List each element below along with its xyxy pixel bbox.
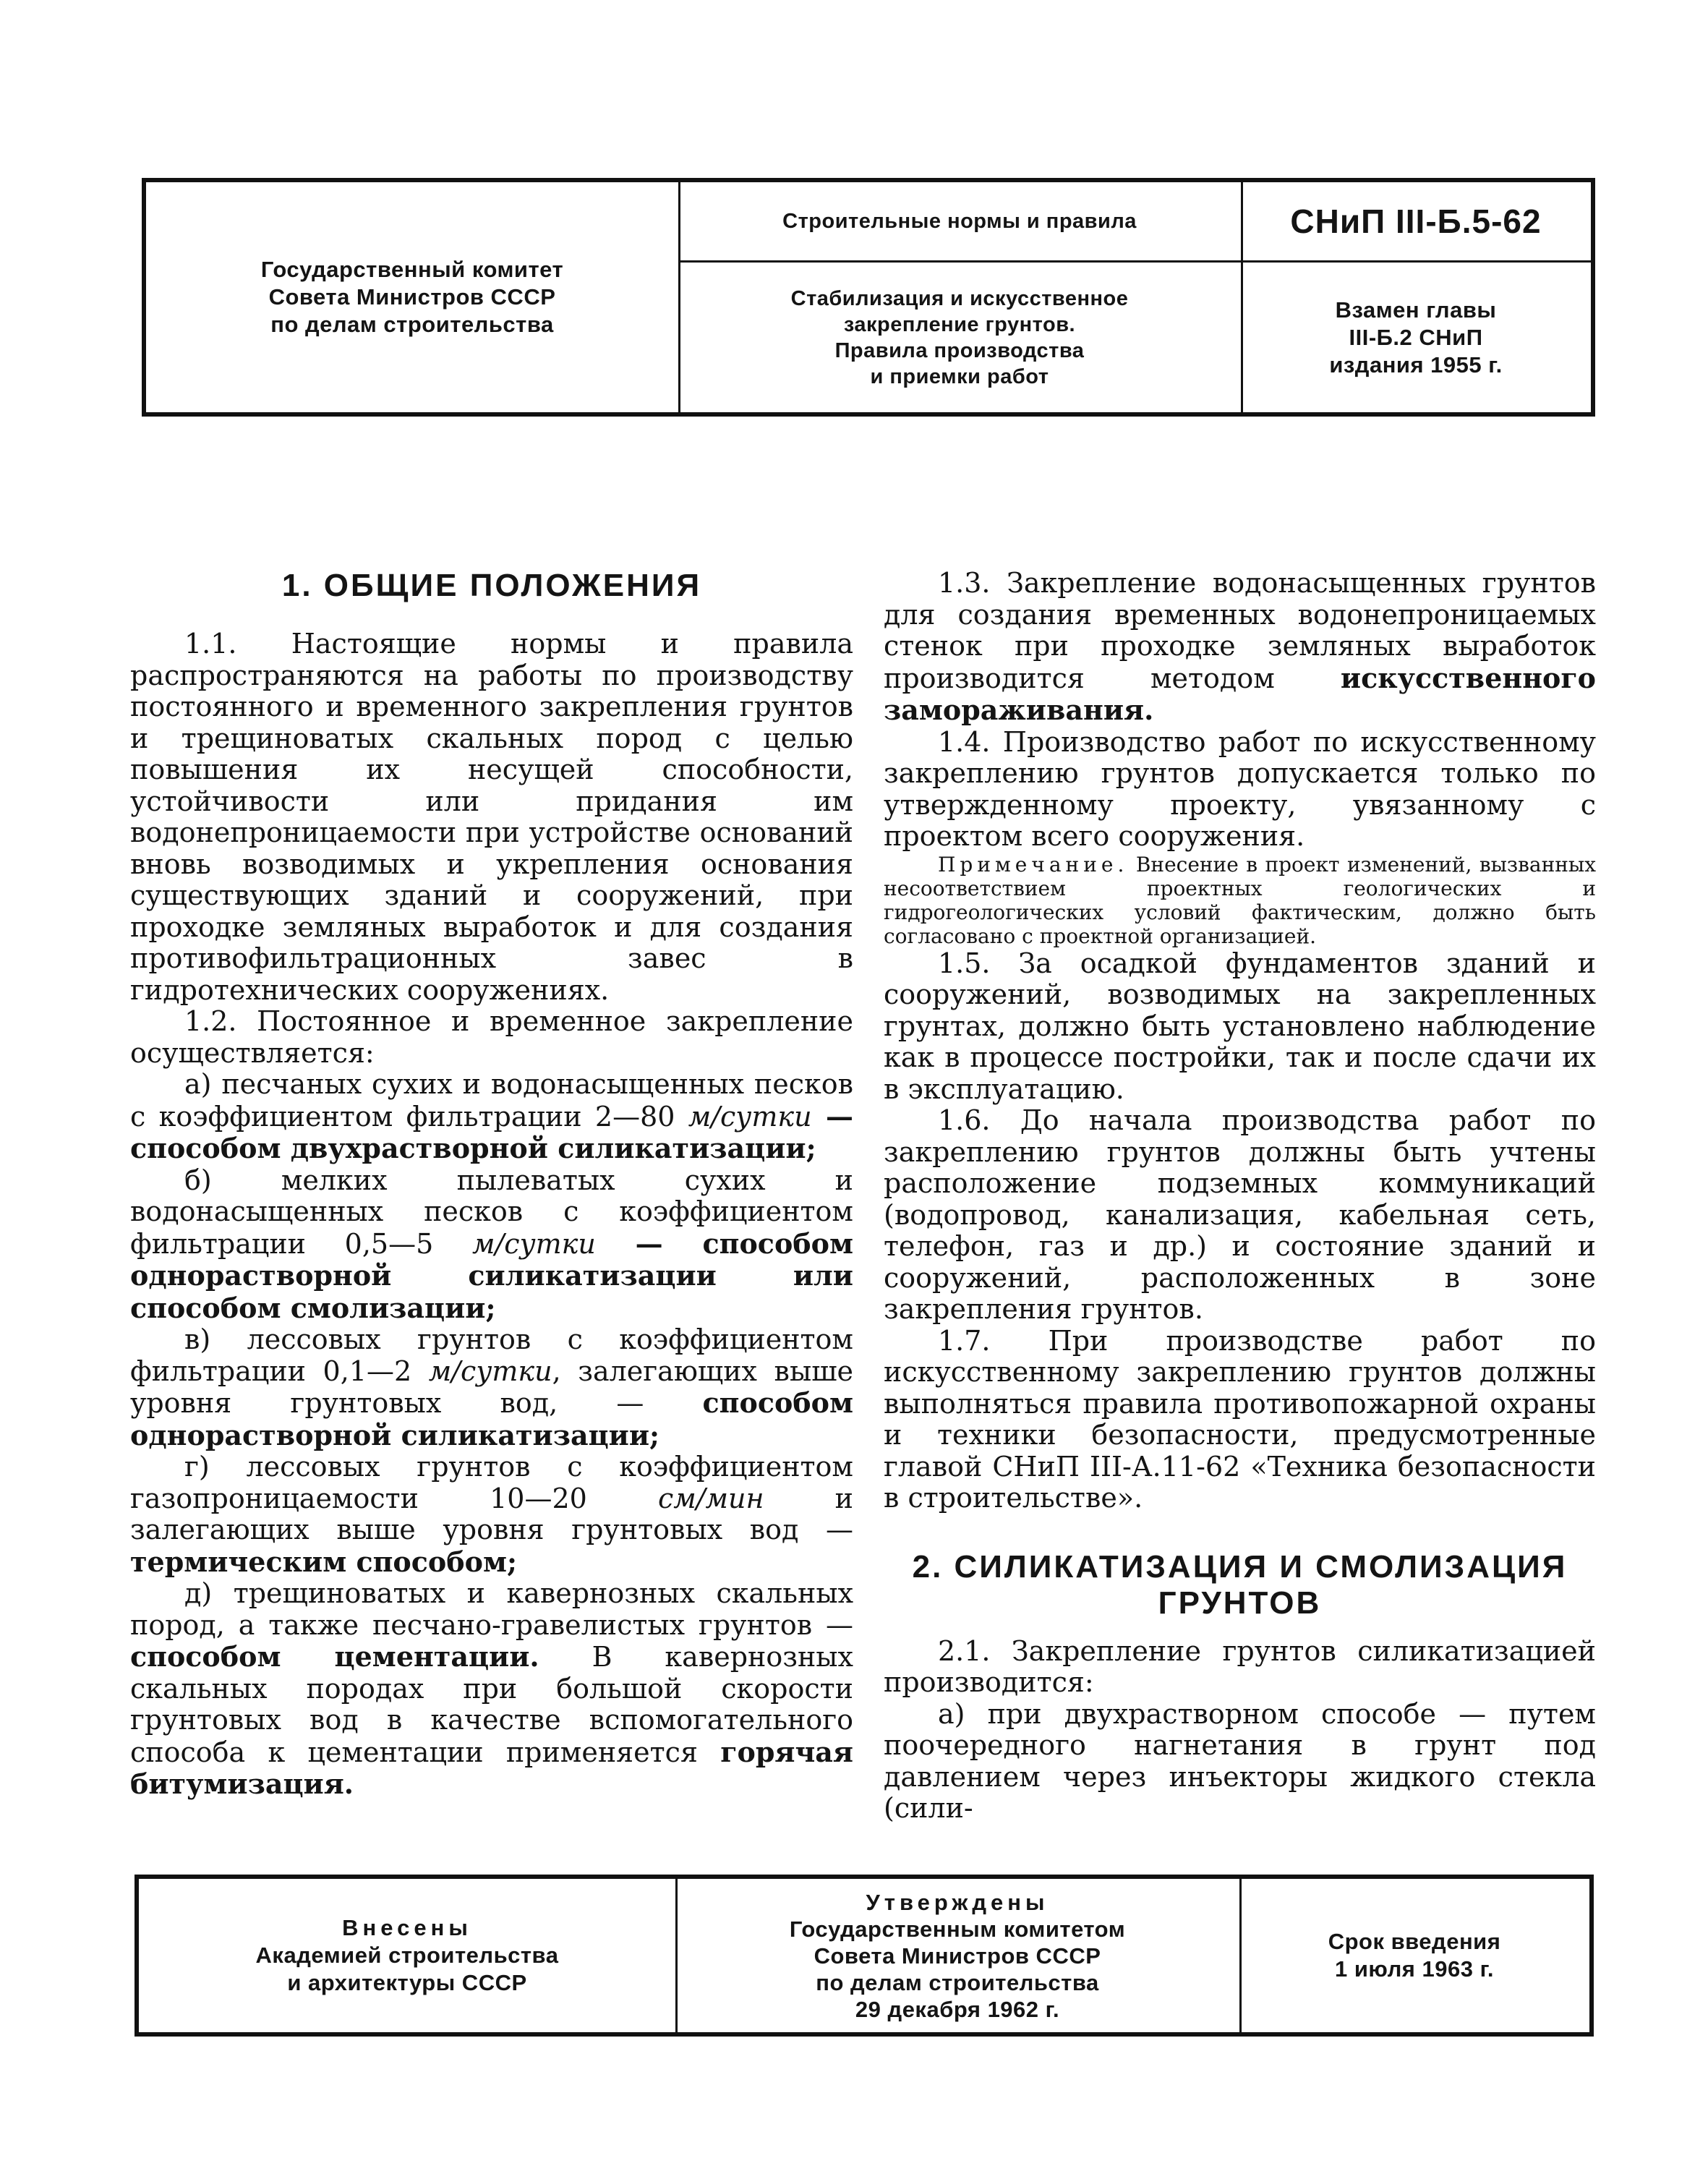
note: Примечание. Внесение в проект изменений, вызванных несоответствием проектных геологических и гидрогеологических условий фактическим, должно быть согласовано с проектной организацией.	[884, 852, 1596, 948]
left-column	[130, 568, 853, 1801]
item-b: б) мелких пылеватых сухих и водонасыщенных песков с коэффициентом фильтрации 0,5—5 м/сутки — способом однорастворной силикатизации или способом смолизации;	[130, 1164, 853, 1324]
approved-line: по делам строительства	[816, 1969, 1099, 1995]
approved-line: 29 декабря 1962 г.	[855, 1996, 1060, 2022]
title-cell	[678, 182, 1243, 412]
effective-line: Срок введения	[1328, 1929, 1501, 1954]
paragraph-1-1: 1.1. Настоящие нормы и правила распространяются на работы по производству постоянного и временного закрепления грунтов и трещиноватых скальных пород с целью повышения их несущей способности, устойчивости или придания им водонепроницаемости при устройстве оснований вновь возводимых и укрепления основания существующих зданий и сооружений, при проходке земляных выработок и для создания противофильтрационных завес в гидротехнических сооружениях.	[130, 628, 853, 1006]
item-d: д) трещиноватых и кавернозных скальных пород, а также песчано-гравелистых грунтов — способом цементации. В кавернозных скальных породах при большой скорости грунтовых вод в качестве вспомогательного способа к цементации применяется горячая битумизация.	[130, 1577, 853, 1800]
submitted-cell	[139, 1879, 678, 2032]
paragraph-1-6: 1.6. До начала производства работ по закреплению грунтов должны быть учтены расположение подземных коммуникаций (водопровод, канализация, кабельная сеть, телефон, газ и др.) и состояние зданий и сооружений, расположенных в зоне закрепления грунтов.	[884, 1104, 1596, 1325]
submitted-label: Внесены	[342, 1915, 472, 1940]
item-a: а) песчаных сухих и водонасыщенных песков с коэффициентом фильтрации 2—80 м/сутки — способом двухрастворной силикатизации;	[130, 1068, 853, 1164]
approved-line: Совета Министров СССР	[814, 1943, 1101, 1969]
right-column	[884, 568, 1596, 1825]
paragraph-2-1-a: а) при двухрастворном способе — путем поочередного нагнетания в грунт под давлением через инъекторы жидкого стекла (сили-	[884, 1697, 1596, 1824]
submitted-line: Академией строительства	[255, 1943, 559, 1968]
effective-cell	[1239, 1879, 1589, 2032]
norms-label: Строительные нормы и правила	[782, 210, 1137, 233]
paragraph-1-2: 1.2. Постоянное и временное закрепление осуществляется:	[130, 1005, 853, 1069]
section-2-title: 2. СИЛИКАТИЗАЦИЯ И СМОЛИЗАЦИЯ ГРУНТОВ	[912, 1548, 1568, 1621]
paragraph-1-4: 1.4. Производство работ по искусственному закреплению грунтов допускается только по утвержденному проекту, увязанному с проектом всего сооружения.	[884, 725, 1596, 852]
committee-line: по делам строительства	[270, 312, 554, 337]
paragraph-1-5: 1.5. За осадкой фундаментов зданий и сооружений, возводимых на закрепленных грунтах, должно быть установлено наблюдение как в процессе постройки, так и после сдачи их в эксплуатацию.	[884, 947, 1596, 1105]
replaces-line: Взамен главы	[1335, 297, 1497, 323]
approved-line: Государственным комитетом	[789, 1916, 1126, 1942]
replaces-line: издания 1955 г.	[1329, 351, 1503, 378]
approved-label: Утверждены	[866, 1889, 1049, 1915]
title-line: Стабилизация и искусственное	[790, 286, 1129, 310]
approved-cell	[675, 1879, 1242, 2032]
code-cell	[1241, 182, 1591, 412]
item-v: в) лессовых грунтов с коэффициентом фильтрации 0,1—2 м/сутки, залегающих выше уровня грунтовых вод, — способом однорастворной силикатизации;	[130, 1323, 854, 1451]
replaces-line: III-Б.2 СНиП	[1349, 324, 1483, 350]
submitted-line: и архитектуры СССР	[287, 1970, 527, 1995]
section-1-title: 1. ОБЩИЕ ПОЛОЖЕНИЯ	[281, 568, 702, 603]
footer-table	[134, 1875, 1594, 2037]
paragraph-1-7: 1.7. При производстве работ по искусственному закреплению грунтов должны выполняться правила противопожарной охраны и техники безопасности, предусмотренные главой СНиП III-А.11-62 «Техника безопасности в строительстве».	[884, 1324, 1596, 1514]
document-code: СНиП III-Б.5-62	[1290, 202, 1542, 240]
paragraph-2-1: 2.1. Закрепление грунтов силикатизацией производится:	[884, 1634, 1596, 1698]
paragraph-1-3: 1.3. Закрепление водонасыщенных грунтов для создания временных водонепроницаемых стенок при проходке земляных выработок производится методом искусственного замораживания.	[884, 567, 1596, 726]
committee-line: Государственный комитет	[260, 257, 564, 282]
header-table	[142, 178, 1595, 417]
title-line: и приемки работ	[870, 364, 1049, 388]
committee-line: Совета Министров СССР	[268, 284, 556, 310]
title-line: закрепление грунтов.	[843, 312, 1076, 336]
effective-line: 1 июля 1963 г.	[1334, 1956, 1494, 1982]
item-g: г) лессовых грунтов с коэффициентом газопроницаемости 10—20 см/мин и залегающих выше уровня грунтовых вод — термическим способом;	[130, 1451, 854, 1578]
title-line: Правила производства	[834, 338, 1085, 362]
committee-cell	[146, 182, 680, 412]
